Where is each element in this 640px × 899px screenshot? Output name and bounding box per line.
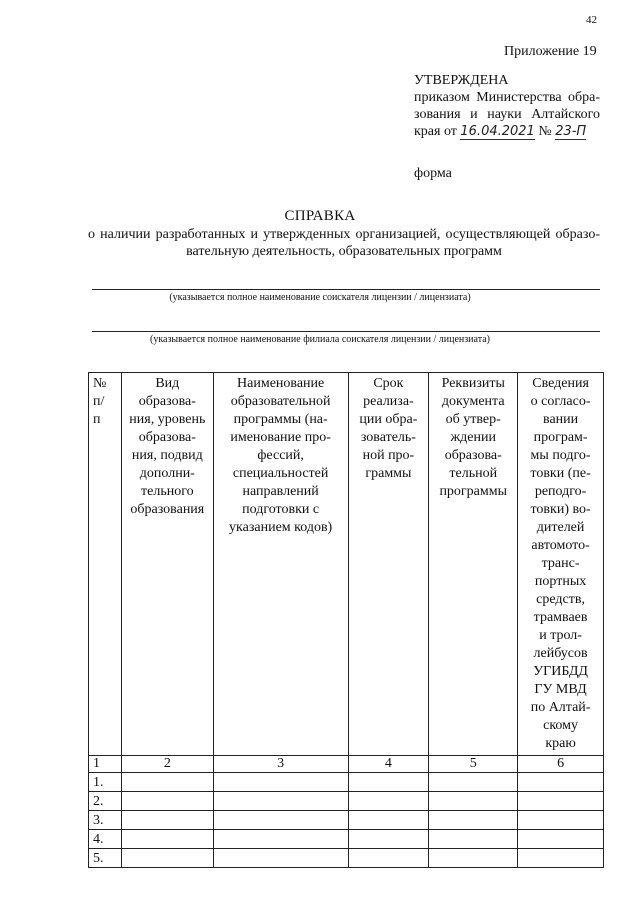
header-cell	[213, 373, 348, 756]
table-cell	[429, 773, 518, 792]
approval-title: УТВЕРЖДЕНА	[414, 73, 509, 88]
table-row	[89, 773, 604, 792]
header-cell	[518, 373, 604, 756]
branch-caption: (указывается полное наименование филиала соискателя лицензии / лицензиата)	[150, 334, 490, 345]
document-title: СПРАВКА	[284, 208, 356, 224]
row-number: 5.	[89, 849, 122, 868]
row-number: 2.	[89, 792, 122, 811]
table-cell	[213, 830, 348, 849]
table-row	[89, 811, 604, 830]
table-cell	[213, 773, 348, 792]
table-cell	[518, 849, 604, 868]
column-number: 2	[121, 756, 213, 773]
header-cell	[121, 373, 213, 756]
table-cell	[348, 849, 429, 868]
approval-line-3	[414, 124, 586, 140]
subtitle-line-1: о наличии разработанных и утвержденных организацией, осуществляющей образо-	[88, 227, 600, 242]
table-cell	[429, 849, 518, 868]
table-cell	[121, 773, 213, 792]
header-text: Сведения о согласо- вании програм- мы подго- товки (пе- реподго- товки) во- дителей автомото- транс- портных средств, трамваев и трол- лейбусов УГИБДД ГУ МВД по Алтай- скому краю	[530, 376, 591, 751]
approval-line-1: приказом Министерства обра-	[414, 90, 600, 105]
table-cell	[348, 811, 429, 830]
page-number: 42	[586, 14, 597, 26]
table-cell	[348, 773, 429, 792]
table-cell	[121, 811, 213, 830]
table-cell	[518, 811, 604, 830]
table-row	[89, 830, 604, 849]
header-text: Вид образова- ния, уровень образова- ния, подвид дополни- тельного образования	[129, 376, 206, 517]
header-text: Реквизиты документа об утвер- ждении образова- тельной программы	[439, 376, 508, 499]
row-number: 1.	[89, 773, 122, 792]
header-cell	[348, 373, 429, 756]
table-cell	[121, 849, 213, 868]
header-text: Срок реализа- ции обра- зователь- ной про- граммы	[359, 376, 418, 481]
header-text: Наименование образовательной программы (на- именование про- фессий, специальностей направлений подготовки с указанием кодов)	[229, 376, 333, 535]
approval-block	[414, 72, 600, 140]
table-cell	[121, 792, 213, 811]
table-cell	[518, 773, 604, 792]
table-cell	[348, 792, 429, 811]
row-number: 4.	[89, 830, 122, 849]
table-cell	[518, 792, 604, 811]
table-cell	[213, 811, 348, 830]
handwritten-order-number: 23-П	[555, 124, 587, 139]
row-number: 3.	[89, 811, 122, 830]
applicant-name-line	[92, 289, 600, 290]
approval-date-prefix: края от	[414, 124, 457, 139]
subtitle-line-2: вательную деятельность, образовательных программ	[186, 244, 502, 259]
header-cell	[89, 373, 122, 756]
table-cell	[348, 830, 429, 849]
column-number: 3	[213, 756, 348, 773]
appendix-label: Приложение 19	[504, 44, 597, 59]
column-number-row	[89, 756, 604, 773]
form-label: форма	[414, 166, 452, 181]
column-number: 5	[429, 756, 518, 773]
table-header-row	[89, 373, 604, 756]
table-cell	[429, 811, 518, 830]
table-cell	[213, 849, 348, 868]
table-row	[89, 792, 604, 811]
applicant-caption: (указывается полное наименование соискателя лицензии / лицензиата)	[169, 292, 471, 303]
table-cell	[429, 792, 518, 811]
table-cell	[121, 830, 213, 849]
table-row	[89, 849, 604, 868]
table-cell	[429, 830, 518, 849]
header-cell	[429, 373, 518, 756]
column-number: 6	[518, 756, 604, 773]
handwritten-date: 16.04.2021	[460, 124, 535, 139]
column-number: 1	[89, 756, 122, 773]
programs-table	[88, 372, 604, 868]
approval-line-2: зования и науки Алтайского	[414, 107, 600, 122]
document-subtitle	[88, 226, 600, 260]
branch-name-line	[92, 331, 600, 332]
table-cell	[518, 830, 604, 849]
table-cell	[213, 792, 348, 811]
header-text: № п/ п	[93, 376, 107, 427]
column-number: 4	[348, 756, 429, 773]
approval-number-label: №	[538, 124, 552, 139]
